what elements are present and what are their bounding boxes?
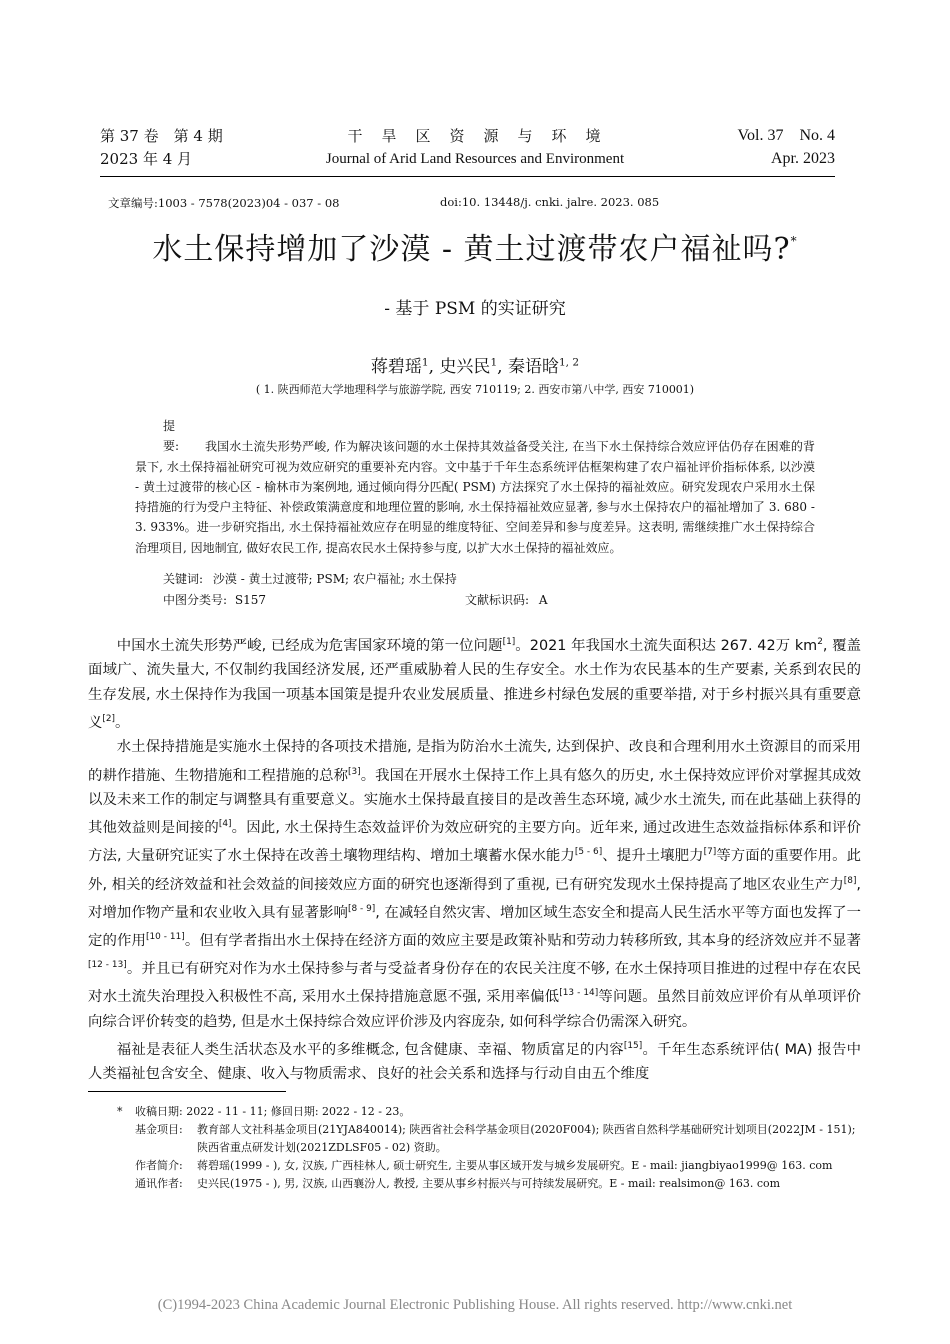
text-run: 水土保持措施是实施水土保持的各项技术措施, 是指为防治水土流失, 达到保护、改良和合理利用水土资源目的而采用的耕作措施、生物措施和工程措施的总称: [88, 739, 861, 784]
superscript: 2: [817, 637, 823, 647]
paragraph-1: [88, 630, 861, 735]
keywords-text: 沙漠 - 黄土过渡带; PSM; 农户福祉; 水土保持: [212, 572, 457, 586]
paragraph-3: [88, 1034, 861, 1087]
footnote-rule: [88, 1091, 286, 1092]
clc-label: 中图分类号:: [163, 593, 228, 607]
citation: [3]: [348, 766, 361, 777]
fund-text: 教育部人文社科基金项目(21YJA840014); 陕西省社会科学基金项目(2020F004); 陕西省自然科学基础研究计划项目(2022JM - 151); 陕西省重点研发计划(2021ZDLSF05 - 02) 资助。: [197, 1123, 856, 1154]
header-month: Apr. 2023: [771, 150, 835, 167]
author-2-affil: 1: [490, 356, 498, 369]
text-run: 。2021 年我国水土流失面积达 267. 42万 km: [515, 637, 818, 654]
citation: [15]: [623, 1041, 643, 1052]
abstract-text: 我国水土流失形势严峻, 作为解决该问题的水土保持其效益备受关注, 在当下水土保持综合效应评估仍存在困难的背景下, 水土保持福祉研究可视为效应研究的重要补充内容。文中基于千年生态系统评估框架构建了农户福祉评价指标体系, 以沙漠 - 黄土过渡带的核心区 - 榆林市为案例地, 通过倾向得分匹配( PSM) 方法探究了水土保持的福祉效应。研究发现农户采用水土保持措施的行为受户主特征、补偿政策满意度和地理位置的影响, 水土保持福祉效应显著, 参与水土保持农户的福祉增加了 3. 680 - 3. 933%。进一步研究指出, 水土保持福祉效应存在明显的维度特征、空间差异和参与度差异。这表明, 需继续推广水土保持综合治理项目, 因地制宜, 做好农民工作, 提高农民水土保持参与度, 以扩大水土保持的福祉效应。: [135, 439, 815, 555]
footnote-corresponding: [135, 1175, 860, 1193]
author-list: [0, 352, 950, 377]
body-text: [88, 630, 861, 1087]
article-subtitle: - 基于 PSM 的实证研究: [384, 299, 566, 319]
text-run: 福祉是表征人类生活状态及水平的多维概念, 包含健康、幸福、物质富足的内容: [116, 1041, 624, 1058]
doi: doi:10. 13448/j. cnki. jalre. 2023. 085: [440, 195, 660, 209]
citation: [13 - 14]: [559, 988, 599, 999]
text-run: 。千年生态系统评估( MA) 报告中人类福祉包含安全、健康、收入与物质需求、良好的社会关系和选择与行动自由五个维度: [88, 1041, 861, 1083]
citation: [1]: [502, 637, 516, 647]
text-run: , 对增加作物产量和农业收入具有显著影响: [88, 876, 861, 921]
citation: [8 - 9]: [347, 903, 376, 914]
article-title: [0, 224, 950, 268]
text-run: , 覆盖面域广、流失量大, 不仅制约我国经济发展, 还严重威胁着人民的生存安全。水土作为农民基本的生产要素, 关系到农民的生存发展, 水土保持作为我国一项基本国策是提升农业发展质量、推进乡村绿色发展的重要举措, 对于乡村振兴具有重要意义: [88, 637, 861, 731]
abstract-label: 提 要:: [163, 419, 188, 454]
corresponding-label: 通讯作者:: [135, 1177, 183, 1190]
article-number: 文章编号:1003 - 7578(2023)04 - 037 - 08: [108, 196, 340, 210]
author-3-affil: 1, 2: [558, 356, 580, 369]
paragraph-2: [88, 735, 861, 1034]
text-run: 。并且已有研究对作为水土保持参与者与受益者身份存在的农民关注度不够, 在水土保持项目推进的过程中存在农民对水土流失治理投入积极性不高, 采用水土保持措施意愿不强, 采用率偏低: [88, 961, 861, 1006]
citation: [7]: [703, 847, 717, 858]
citation: [8]: [843, 875, 857, 886]
keywords-label: 关键词:: [163, 572, 204, 586]
fund-label: 基金项目:: [135, 1123, 183, 1136]
footnotes: [117, 1103, 860, 1193]
author-2: 史兴民: [439, 357, 491, 377]
citation: [5 - 6]: [574, 847, 603, 858]
text-run: 、提升土壤肥力: [602, 848, 704, 865]
doc-code-label: 文献标识码:: [465, 593, 530, 607]
author-sep: ,: [497, 357, 508, 377]
clc-value: S157: [234, 593, 266, 607]
document-code: [465, 591, 548, 608]
text-run: , 在减轻自然灾害、增加区域生态安全和提高人民生活水平等方面也发挥了一定的作用: [88, 904, 861, 949]
footnote-author: [135, 1157, 860, 1175]
text-run: 。我国在开展水土保持工作上具有悠久的历史, 水土保持效应评价对掌握其成效以及未来工作的制定与调整具有重要意义。实施水土保持最直接目的是改善生态环境, 减少水土流失, 而在此基础上获得的其他效益则是间接的: [88, 767, 861, 837]
author-bio-label: 作者简介:: [135, 1159, 183, 1172]
citation: [2]: [102, 714, 116, 725]
text-run: 等问题。虽然目前效应评价有从单项评价向综合评价转变的趋势, 但是水土保持综合效应评价涉及内容庞杂, 如何科学综合仍需深入研究。: [88, 989, 861, 1030]
text-run: 中国水土流失形势严峻, 已经成为危害国家环境的第一位问题: [116, 637, 503, 654]
footnote-mark: *: [117, 1105, 123, 1118]
citation: [4]: [218, 819, 232, 830]
header-volume: 第 37 卷 第 4 期: [100, 127, 223, 145]
doc-code-value: A: [538, 593, 548, 607]
corresponding-text: 史兴民(1975 - ), 男, 汉族, 山西襄汾人, 教授, 主要从事乡村振兴与可持续发展研究。E - mail: realsimon@ 163. com: [197, 1177, 781, 1190]
footnote-received: [117, 1103, 860, 1121]
author-3: 秦语晗: [507, 357, 559, 377]
text-run: 。但有学者指出水土保持在经济方面的效应主要是政策补贴和劳动力转移所致, 其本身的经济效应并不显著: [184, 932, 861, 949]
title-footnote-mark: *: [790, 234, 798, 248]
header-date: 2023 年 4 月: [100, 150, 193, 168]
author-sep: ,: [428, 357, 440, 377]
text-run: 。: [115, 714, 130, 731]
header-vol-no: Vol. 37 No. 4: [737, 127, 835, 144]
author-1-affil: 1: [421, 356, 429, 369]
citation: [12 - 13]: [88, 960, 127, 971]
copyright-footer: (C)1994-2023 China Academic Journal Electronic Publishing House. All rights reserved. http://www.cnki.net: [157, 1297, 793, 1313]
header-rule: [100, 176, 835, 177]
journal-title-en: Journal of Arid Land Resources and Environment: [325, 151, 625, 167]
text-run: 。因此, 水土保持生态效益评价为效应研究的主要方向。近年来, 通过改进生态效益指标体系和评价方法, 大量研究证实了水土保持在改善土壤物理结构、增加土壤蓄水保水能力: [88, 820, 861, 865]
author-bio-text: 蒋碧瑶(1999 - ), 女, 汉族, 广西桂林人, 硕士研究生, 主要从事区域开发与城乡发展研究。E - mail: jiangbiyao1999@ 163. com: [197, 1159, 833, 1172]
citation: [10 - 11]: [146, 932, 185, 943]
text-run: 等方面的重要作用。此外, 相关的经济效益和社会效益的间接效应方面的研究也逐渐得到了重视, 已有研究发现水土保持提高了地区农业生产力: [88, 848, 861, 893]
footnote-fund: [135, 1121, 860, 1157]
journal-title-cn: 干 旱 区 资 源 与 环 境: [347, 127, 603, 145]
keywords: [163, 570, 457, 587]
author-1: 蒋碧瑶: [370, 357, 422, 377]
abstract: [135, 416, 815, 558]
article-title-text: 水土保持增加了沙漠 - 黄土过渡带农户福祉吗?: [152, 232, 791, 267]
received-dates: 收稿日期: 2022 - 11 - 11; 修回日期: 2022 - 12 - 23。: [135, 1105, 411, 1118]
clc-number: [163, 591, 266, 608]
affiliations: ( 1. 陕西师范大学地理科学与旅游学院, 西安 710119; 2. 西安市第八中学, 西安 710001): [255, 383, 695, 396]
